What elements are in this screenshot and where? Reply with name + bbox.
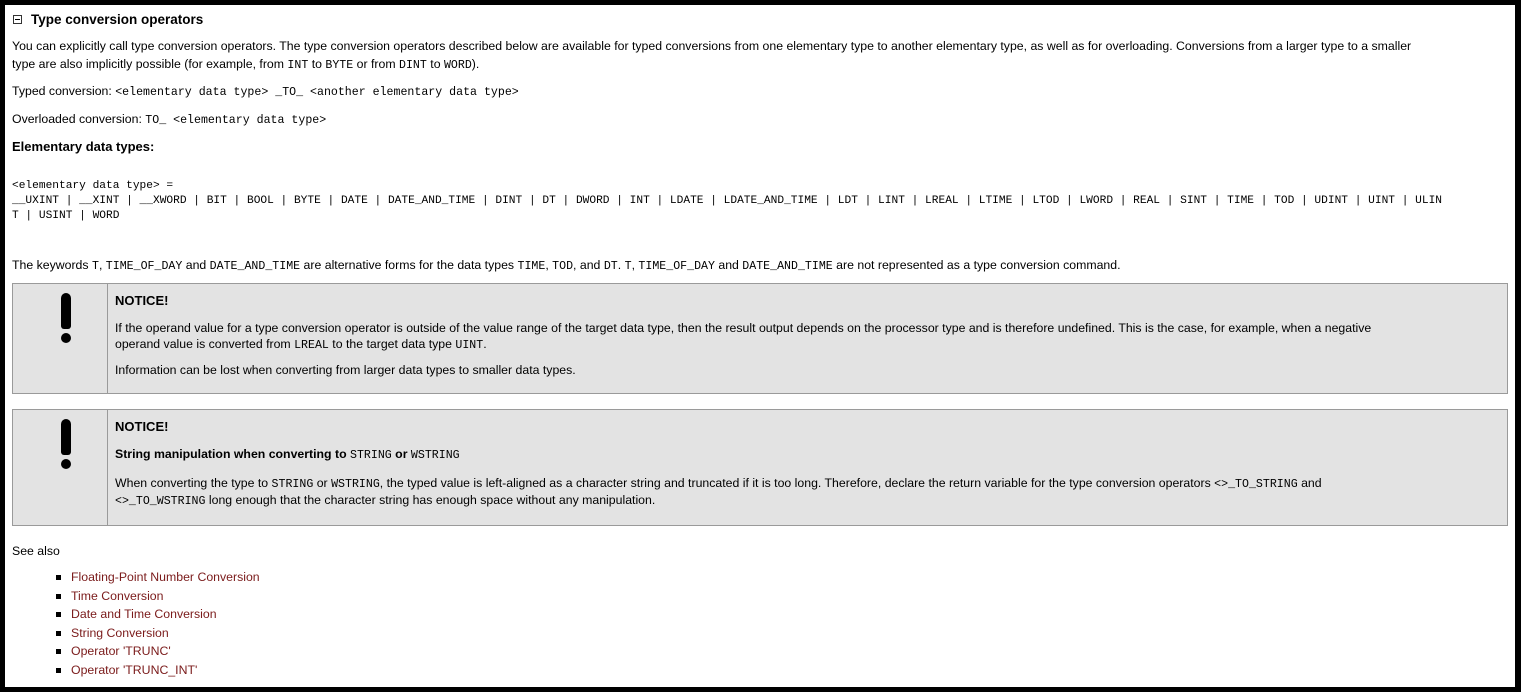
help-page (5, 5, 1515, 687)
link-operator-trunc[interactable]: Operator 'TRUNC' (71, 644, 171, 658)
notice-title: NOTICE! (115, 293, 169, 308)
bullet-icon (56, 649, 61, 654)
collapse-toggle-icon[interactable] (13, 15, 22, 24)
bullet-icon (56, 612, 61, 617)
keywords-paragraph: The keywords T, TIME_OF_DAY and DATE_AND_TIME are alternative forms for the data types TIME, TOD, and DT. T, TIME_OF_DAY and DATE_AND_TIME are not represented as a type conversion command. (12, 258, 1121, 273)
notice-icon-cell (13, 284, 108, 393)
section-title: Type conversion operators (31, 12, 204, 27)
bullet-icon (56, 594, 61, 599)
link-operator-trunc-int[interactable]: Operator 'TRUNC_INT' (71, 663, 198, 677)
see-also-label: See also (12, 544, 60, 558)
notice-text-line2: <>_TO_WSTRING long enough that the character string has enough space without any manipulation. (115, 493, 656, 508)
notice-icon-cell (13, 410, 108, 525)
notice-box-1 (12, 283, 1508, 394)
bullet-icon (56, 575, 61, 580)
notice-subtitle: String manipulation when converting to STRING or WSTRING (115, 447, 460, 462)
link-string-conversion[interactable]: String Conversion (71, 626, 169, 640)
intro-paragraph-line2: type are also implicitly possible (for example, from INT to BYTE or from DINT to WORD). (12, 57, 480, 72)
notice-text-line1: If the operand value for a type conversion operator is outside of the value range of the target data type, then the result output depends on the processor type and is therefore undefined. This is the case, for example, when a negative (115, 321, 1372, 335)
notice-text-line2: operand value is converted from LREAL to the target data type UINT. (115, 337, 487, 352)
notice-title: NOTICE! (115, 419, 169, 434)
elementary-def-line1: <elementary data type> = (12, 180, 174, 192)
bullet-icon (56, 668, 61, 673)
bullet-icon (56, 631, 61, 636)
overloaded-conversion-line: Overloaded conversion: TO_ <elementary data type> (12, 112, 327, 127)
notice-text-line3: Information can be lost when converting from larger data types to smaller data types. (115, 363, 576, 377)
intro-paragraph-line1: You can explicitly call type conversion operators. The type conversion operators described below are available for typed conversions from one elementary type to another elementary type, as well as for overloading. Conversions from a larger type to a smaller (12, 39, 1412, 53)
elementary-def-line2: __UXINT | __XINT | __XWORD | BIT | BOOL | BYTE | DATE | DATE_AND_TIME | DINT | DT | DWORD | INT | LDATE | LDATE_AND_TIME | LDT | LINT | LREAL | LTIME | LTOD | LWORD | REAL | SINT | TIME | TOD | UDINT | UINT | ULIN (12, 195, 1442, 207)
link-floating-point-conversion[interactable]: Floating-Point Number Conversion (71, 570, 260, 584)
elementary-def-line3: T | USINT | WORD (12, 210, 120, 222)
notice-text-line1: When converting the type to STRING or WSTRING, the typed value is left-aligned as a character string and truncated if it is too long. Therefore, declare the return variable for the type conversion operators <>_TO_STRING and (115, 476, 1322, 491)
link-date-time-conversion[interactable]: Date and Time Conversion (71, 607, 217, 621)
typed-conversion-line: Typed conversion: <elementary data type> _TO_ <another elementary data type> (12, 84, 519, 99)
link-time-conversion[interactable]: Time Conversion (71, 589, 164, 603)
elementary-types-heading: Elementary data types: (12, 139, 155, 154)
notice-box-2 (12, 409, 1508, 526)
